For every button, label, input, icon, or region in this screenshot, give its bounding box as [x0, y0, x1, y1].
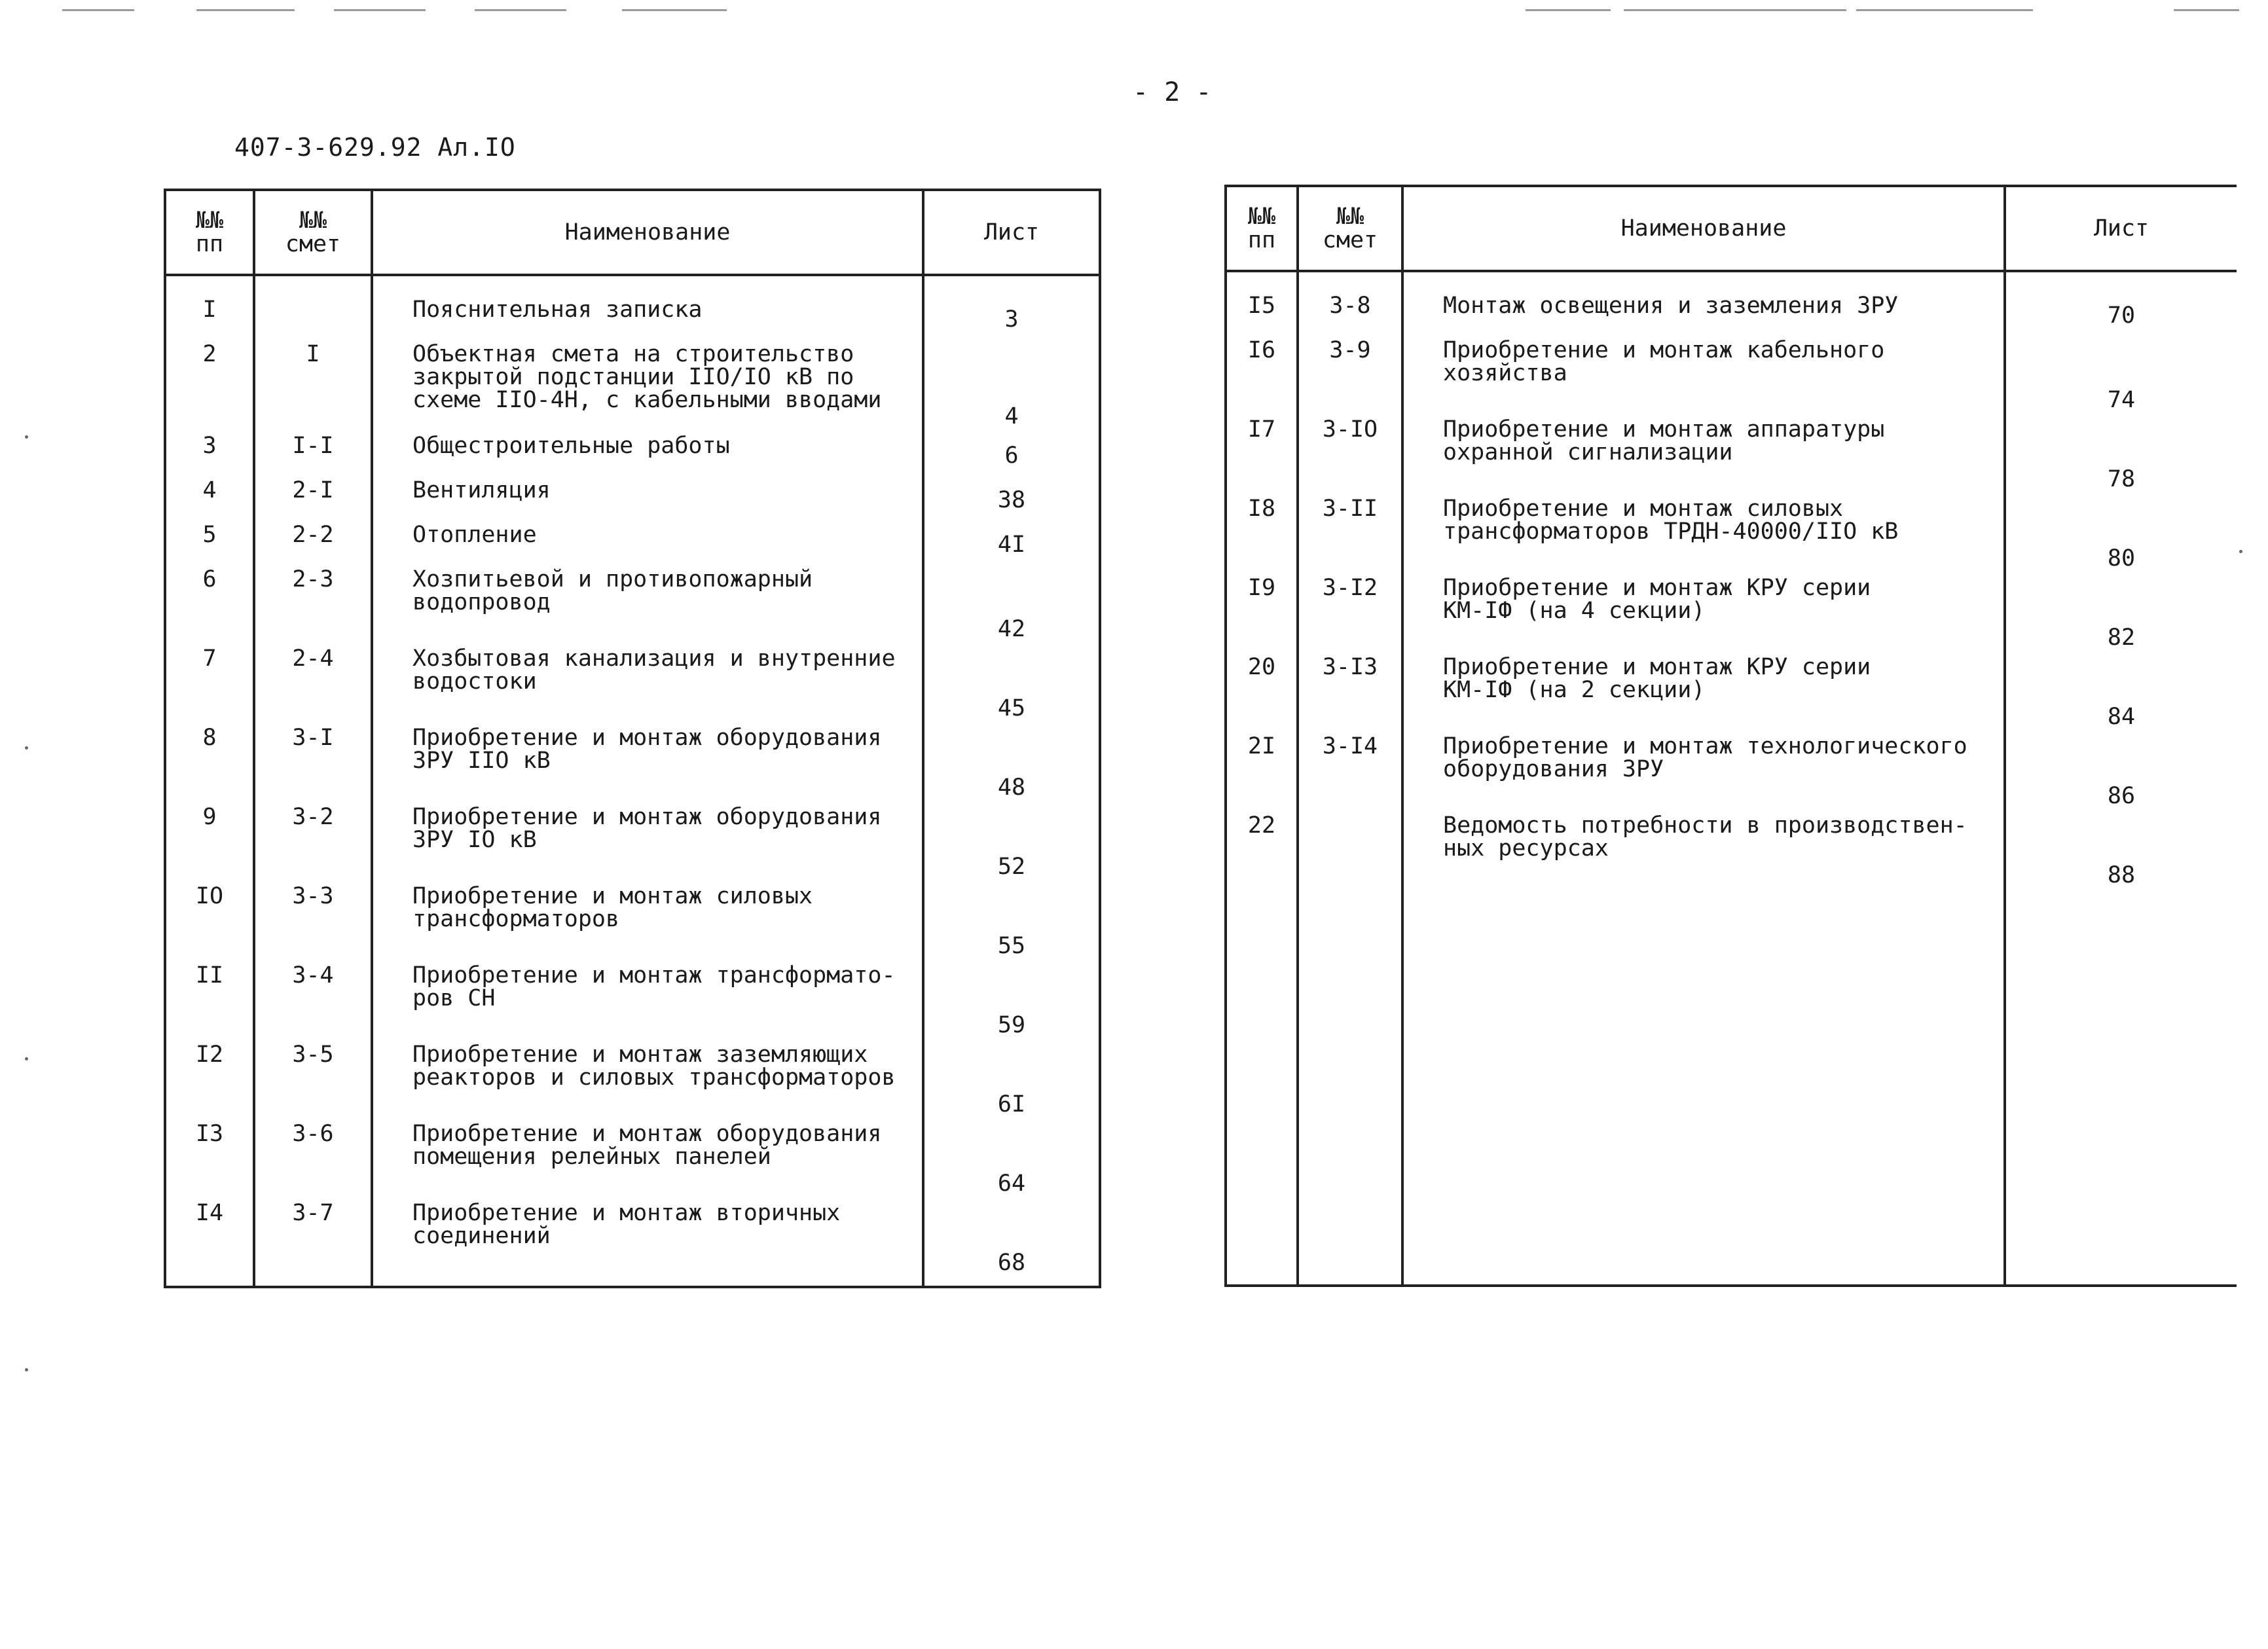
sheet-number-cell: 6I — [997, 1091, 1026, 1117]
item-name-cell: Хозпитьевой и противопожарный водопровод — [372, 568, 923, 647]
sheet-number-cell: 84 — [2107, 704, 2136, 730]
table-row — [165, 524, 1100, 568]
item-name-cell: Приобретение и монтаж заземляющих реакторов и силовых трансформаторов — [372, 1043, 923, 1123]
scan-speck — [25, 746, 28, 750]
item-number-cell: I4 — [165, 1202, 254, 1281]
item-number-cell: I7 — [1226, 418, 1298, 498]
item-name-cell: Приобретение и монтаж силовых трансформаторов ТРДН-40000/IIO кВ — [1402, 498, 2005, 577]
scan-artifact-line — [334, 9, 426, 11]
scan-artifact-line — [1624, 9, 1846, 11]
item-number-cell: I6 — [1226, 339, 1298, 418]
scan-artifact-line — [1526, 9, 1611, 11]
scan-speck — [25, 1057, 28, 1060]
item-number-cell: 20 — [1226, 656, 1298, 735]
item-name-cell: Приобретение и монтаж технологического оборудования ЗРУ — [1402, 735, 2005, 814]
table-row — [165, 1123, 1100, 1202]
header-estimate-number-label: №№ смет — [1322, 204, 1378, 253]
header-item-number — [165, 190, 254, 275]
header-item-number-label: №№ пп — [195, 208, 224, 257]
estimate-number-cell: 2-2 — [254, 524, 372, 568]
table-filler-row — [165, 1281, 1100, 1287]
item-number-cell: I — [165, 299, 254, 343]
scan-artifact-line — [196, 9, 295, 11]
estimate-number-cell: I-I — [254, 435, 372, 479]
estimate-number-cell: 3-4 — [254, 964, 372, 1043]
table-row — [1226, 418, 2237, 498]
item-number-cell: II — [165, 964, 254, 1043]
header-sheet-label: Лист — [2093, 215, 2149, 242]
scan-speck — [25, 435, 28, 439]
sheet-number-cell: 74 — [2107, 387, 2136, 413]
sheet-number-cell: 4 — [1004, 403, 1019, 429]
item-name-cell: Приобретение и монтаж кабельного хозяйства — [1402, 339, 2005, 418]
sheet-number-cell: 55 — [997, 933, 1026, 959]
item-name-cell: Ведомость потребности в производствен- ных ресурсах — [1402, 814, 2005, 894]
estimate-number-cell: 3-9 — [1298, 339, 1402, 418]
item-number-cell: I8 — [1226, 498, 1298, 577]
table-row — [1226, 577, 2237, 656]
item-number-cell: 22 — [1226, 814, 1298, 894]
estimate-number-cell — [254, 299, 372, 343]
table-spacer-row — [1226, 271, 2237, 295]
sheet-number-cell: 45 — [997, 695, 1026, 721]
item-name-cell: Приобретение и монтаж КРУ серии КМ-IФ (на 4 секции) — [1402, 577, 2005, 656]
scan-speck — [25, 1368, 28, 1371]
sheet-number-cell: 52 — [997, 854, 1026, 880]
estimate-number-cell: 2-3 — [254, 568, 372, 647]
item-number-cell: IO — [165, 885, 254, 964]
estimate-number-cell: 3-I4 — [1298, 735, 1402, 814]
table-row — [1226, 498, 2237, 577]
table-row — [165, 647, 1100, 727]
item-number-cell: I5 — [1226, 295, 1298, 339]
table-row — [165, 299, 1100, 343]
estimate-number-cell: 3-I3 — [1298, 656, 1402, 735]
header-estimate-number — [1298, 186, 1402, 271]
header-estimate-number-label: №№ смет — [285, 208, 341, 257]
item-name-cell: Хозбытовая канализация и внутренние водостоки — [372, 647, 923, 727]
sheet-number-cell: 80 — [2107, 545, 2136, 571]
estimate-number-cell: 3-5 — [254, 1043, 372, 1123]
item-name-cell: Пояснительная записка — [372, 299, 923, 343]
table-row — [165, 727, 1100, 806]
header-item-number-label: №№ пп — [1247, 204, 1276, 253]
sheet-number-cell: 48 — [997, 774, 1026, 801]
header-estimate-number — [254, 190, 372, 275]
item-name-cell: Приобретение и монтаж трансформато- ров СН — [372, 964, 923, 1043]
table-spacer-row — [165, 275, 1100, 299]
table-row — [165, 1202, 1100, 1281]
table-row — [165, 806, 1100, 885]
sheet-number-cell: 4I — [997, 532, 1026, 558]
sheet-number-cell: 78 — [2107, 466, 2136, 492]
sheet-number-cell: 6 — [1004, 443, 1019, 469]
estimate-number-cell — [1298, 814, 1402, 894]
item-name-cell: Приобретение и монтаж оборудования ЗРУ IO кВ — [372, 806, 923, 885]
item-name-cell: Монтаж освещения и заземления ЗРУ — [1402, 295, 2005, 339]
estimate-number-cell: 3-2 — [254, 806, 372, 885]
item-number-cell: 9 — [165, 806, 254, 885]
table-row — [165, 964, 1100, 1043]
sheet-number-cell: 86 — [2107, 783, 2136, 809]
estimate-number-cell: 3-7 — [254, 1202, 372, 1281]
table-row — [165, 1043, 1100, 1123]
table-row — [165, 568, 1100, 647]
item-name-cell: Отопление — [372, 524, 923, 568]
item-name-cell: Приобретение и монтаж вторичных соединений — [372, 1202, 923, 1281]
table-row — [1226, 339, 2237, 418]
estimate-number-cell: 3-I2 — [1298, 577, 1402, 656]
item-name-cell: Общестроительные работы — [372, 435, 923, 479]
sheet-number-cell: 82 — [2107, 625, 2136, 651]
estimate-number-cell: 3-IO — [1298, 418, 1402, 498]
item-number-cell: 8 — [165, 727, 254, 806]
table-header-row — [165, 190, 1100, 275]
item-number-cell: 4 — [165, 479, 254, 524]
table-row — [165, 885, 1100, 964]
item-name-cell: Приобретение и монтаж аппаратуры охранной сигнализации — [1402, 418, 2005, 498]
header-name — [1402, 186, 2005, 271]
sheet-number-cell: 88 — [2107, 862, 2136, 888]
item-name-cell: Приобретение и монтаж оборудования помещения релейных панелей — [372, 1123, 923, 1202]
item-number-cell: I2 — [165, 1043, 254, 1123]
item-name-cell: Объектная смета на строительство закрытой подстанции IIO/IO кВ по схеме IIO-4Н, с кабельными вводами — [372, 343, 923, 435]
scan-artifact-line — [62, 9, 134, 11]
header-item-number — [1226, 186, 1298, 271]
document-code: 407-3-629.92 Ал.IO — [234, 133, 516, 162]
item-number-cell: 3 — [165, 435, 254, 479]
contents-table-right — [1224, 185, 2237, 1287]
estimate-number-cell: 2-I — [254, 479, 372, 524]
table-row — [1226, 295, 2237, 339]
estimate-number-cell: 3-II — [1298, 498, 1402, 577]
sheet-number-cell: 70 — [2107, 302, 2136, 329]
contents-table-left — [164, 189, 1101, 1288]
estimate-number-cell: 2-4 — [254, 647, 372, 727]
item-number-cell: I3 — [165, 1123, 254, 1202]
scan-artifact-line — [475, 9, 566, 11]
item-name-cell: Приобретение и монтаж силовых трансформаторов — [372, 885, 923, 964]
item-name-cell: Приобретение и монтаж оборудования ЗРУ IIO кВ — [372, 727, 923, 806]
table-row — [1226, 814, 2237, 894]
sheet-number-cell: 42 — [997, 616, 1026, 642]
scan-speck — [2239, 550, 2242, 553]
header-sheet — [923, 190, 1100, 275]
item-number-cell: 7 — [165, 647, 254, 727]
table-row — [165, 435, 1100, 479]
item-name-cell: Вентиляция — [372, 479, 923, 524]
header-name — [372, 190, 923, 275]
scan-artifact-line — [2174, 9, 2239, 11]
sheet-number-cell: 68 — [997, 1250, 1026, 1276]
item-number-cell: 5 — [165, 524, 254, 568]
item-number-cell: I9 — [1226, 577, 1298, 656]
table-row — [165, 343, 1100, 435]
page-number: - 2 - — [1133, 77, 1212, 107]
sheet-number-cell: 38 — [997, 487, 1026, 513]
scan-artifact-line — [1856, 9, 2033, 11]
estimate-number-cell: I — [254, 343, 372, 435]
header-name-label: Наименование — [1620, 215, 1787, 242]
sheet-number-cell: 3 — [1004, 306, 1019, 333]
item-number-cell: 2I — [1226, 735, 1298, 814]
table-row — [1226, 735, 2237, 814]
estimate-number-cell: 3-6 — [254, 1123, 372, 1202]
sheet-number-cell: 64 — [997, 1170, 1026, 1197]
item-name-cell: Приобретение и монтаж КРУ серии КМ-IФ (на 2 секции) — [1402, 656, 2005, 735]
item-number-cell: 6 — [165, 568, 254, 647]
table-filler-row — [1226, 894, 2237, 1286]
scan-artifact-line — [622, 9, 727, 11]
item-number-cell: 2 — [165, 343, 254, 435]
sheet-number-cell: 59 — [997, 1012, 1026, 1038]
table-row — [1226, 656, 2237, 735]
table-header-row — [1226, 186, 2237, 271]
estimate-number-cell: 3-I — [254, 727, 372, 806]
header-sheet — [2005, 186, 2237, 271]
header-name-label: Наименование — [564, 219, 731, 245]
estimate-number-cell: 3-8 — [1298, 295, 1402, 339]
table-row — [165, 479, 1100, 524]
header-sheet-label: Лист — [983, 219, 1040, 245]
estimate-number-cell: 3-3 — [254, 885, 372, 964]
